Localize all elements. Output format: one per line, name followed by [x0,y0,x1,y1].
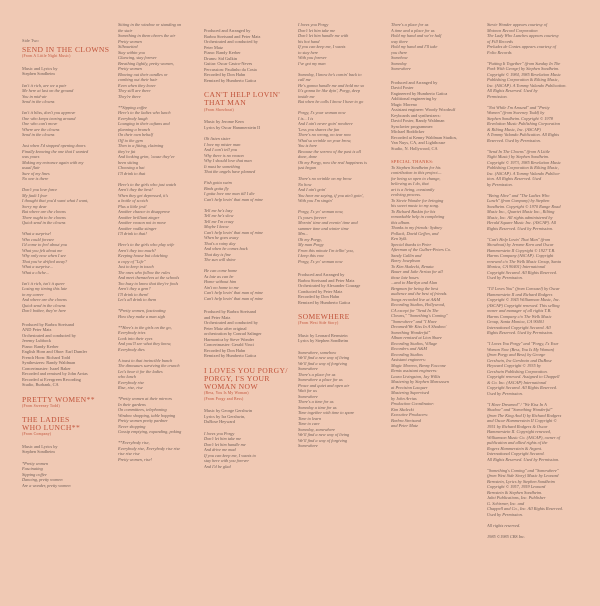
song-credits: Music by Jerome Kern Lyrics by Oscar Hammerstein II [204,119,260,130]
song-source: (From West Side Story) [298,321,339,326]
column-4 [298,22,390,582]
song-title-i-loves-you-porgy: I LOVES YOU PORGY/ PORGY, I'S YOUR WOMAN NOW [204,365,288,392]
song-source: (From Company) [22,432,52,437]
production-credits: Produced and Arranged by Barbra Streisand and Peter Matz Orchestrated and conducted by Peter Matz Piano: Randy Kerber Drums: Sid Gulkin Guitar: Oscar Castro-Neves Percussion: Paulinho da Costa Recorded by Don Hahn Remixed by Humberto Gatica [204,28,261,83]
column-6 [487,22,595,582]
song-title-somewhere: SOMEWHERE [298,312,350,321]
column-2 [118,22,210,582]
columns [0,22,600,596]
song-title-send-in-the-clowns: SEND IN THE CLOWNS [22,46,110,54]
song-title-pretty-women: PRETTY WOMEN** [22,394,95,404]
song-lyrics: Sitting in the window or standing on the stair Something in them cheers the air Pretty women Silhouetted Stay within you Glancing, stay forever Breathing lightly, pretty women, Pretty women Blowing out their candles or combing out their hair Even when they leave They still are there They're there **Sipping coffee Here's to the ladies who lunch Everybody laugh Lounging in their caftans and planning a brunch On their own behalf Off to the gym Then to a fitting, claiming they're fat And looking grim, 'cause they've been sitting Choosing a hat I'll drink to that Here's to the girls who just watch Aren't they the best! When they get depressed, it's a bottle of scotch Plus a little jest! Another chance to disapprove Another brilliant zinger Another reason not to move Another vodka stinger I'll drink to that! Here's to the girls who play wife Aren't they too much? Keeping house but clutching a copy of "Life" Just to keep in touch The ones who follow the rules And meet themselves at the schools Too busy to know that they're fools Aren't they a gem? I'll drink to them! Let's all drink to them *Pretty women, fascinating How they make a man sigh **Here's to the girls on the go, Everybody tries Look into their eyes And you'll see what they know, Everybody dies A toast to that invincible bunch The dinosaurs surviving the crunch Let's hear it for the ladies who lunch Everybody rise Rise, rise, rise *Pretty women at their mirrors In their gardens On committees, telephoning Window shopping, table hopping Pretty women pretty pardner Never shopping Gossip emptying, expanding, poking **Everybody rise, Everybody rise, Everybody rise rise rise rise rise Pretty women, rise! [118,22,182,462]
copyright-notices: Stevie Wonder appears courtesy of Motown Record Corporation The Lady Who Lunches appears courtesy of Fill Records Preludes de Contes appears courtesy of Folio Records "Putting It Together" (from Sunday In The Park With George) by Stephen Sondheim. Copyright © 1984, 1985 Revelation Music Publishing Corporation & Rilting Music, Inc. (ASCAP). A Tommy Valando Publication. All Rights Reserved. Used by Permission. "Not While I'm Around" and "Pretty Women" (from Sweeney Todd) by Stephen Sondheim. Copyright © 1978 Revelation Music Publishing Corporation & Rilting Music, Inc. (ASCAP) A Tommy Valando Publication. All Rights Reserved. Used by Permission. "Send In The Clowns" (from A Little Night Music) by Stephen Sondheim. Copyright © 1973, 1985 Revelation Music Publishing Corporation & Rilting Music, Inc. (ASCAP). A Tommy Valando Publica- tion. All Rights Reserved. Used by Permission. "Being Alive" and "The Ladies Who Lunch" (from Company) by Stephen Sondheim. Copyright © 1970 Range Road Music Inc., Quartet Music Inc., Rilting Music, Inc. All rights administered by Herald Square Music Inc. (ASCAP). All Rights Reserved. Used by Permission. "Can't Help Lovin' That Man" (from Showboat) by Jerome Kern and Oscar Hammerstein II Copyright © 1927 T.B. Harms Company (ASCAP). Copyright renewed c/o The Welk Music Group, Santa Monica, CA 90401) International Copyright Secured. All Rights Reserved. Used by Permission. "I'll Loves You" (from Carousel) by Oscar Hammerstein II and Richard Rodgers Copyright © 1945 Williamson Music, Inc. (ASCAP) Copyright renewed. This selling owner and manager of all rights T.B. Harms Company c/o The Welk Music Group, Santa Monica, CA 90401 International Copyright Secured. All Rights Reserved. Used by Permission. "I Loves You Porgy" and "Porgy, I's Your Woman Now (Bess, You Is My Woman) (from Porgy and Bess) by George Gershwin, Ira Gershwin and DuBose Heyward Copyright © 1935 by Gershwin Publishing Corporation. Copyright renewed. Assigned to Chappell & Co. Inc. (ASCAP) International Copyright Secured. All Rights Reserved. Used by Permission. "I Have Dreamed" / "We Kiss In A Shadow" and "Something Wonderful" (from The King And I) by Richard Rodgers and Oscar Hammerstein II Copyright © 1951 by Richard Rodgers & Oscar Hammerstein II. Copyright renewed, Williamson Music Co. (ASCAP), owner of publication and allied rights of the Rogers Hammerstein & Argent. International Copyright Secured. All Rights Reserved. Used by Permission. "Something's Coming" and "Somewhere" (from West Side Story) Music by Leonard Bernstein, Lyrics by Stephen Sondheim Copyright © 1957, 1959 Leonard Bernstein & Stephen Sondheim. Jalni Publications, Inc. Publisher G. Schirmer, Inc. and Chappell and Co., Inc. All Rights Reserved. Used by Permission. All rights reserved. 1985 ©1985 CBS Inc. [487,22,567,539]
song-source: (From A Little Night Music) [22,54,71,59]
column-3 [204,28,296,588]
song-credits: Music by Leonard Bernstein Lyrics by Stephen Sondheim [298,332,349,344]
column-1 [22,46,120,606]
song-credits: Music and Lyrics by Stephen Sondheim [22,443,58,455]
special-thanks-text: To Stephen Sondheim for his contribution to this project— for being so open to change, believing as I do, that art is a living, constantly evolving process. To Stevie Wonder for bringing his sweet music to my song. To Richard Baskin for his remarkable help in completing this album. Thanks to my friends: Sydney Pollack, David Geffen, and Ken Sylk. Special thanks to Peter Afterman of the Gulber-Peters Co. Sandy Gallin and Barry Josephson To Kim Skalecki, Renata Bauer and Jake Arriaa for all those late hours ...and to Marilyn and Alan Bergman for being the best audience and the best of friends. Songs recorded live at A&M Recording Studios, Hollywood, CA except for "Send In The Clowns," "Something's Coming" "Somewhere" and "I Have Dreamed/We Kiss In A Shadow/ Something Wonderful" Album remixed at Lion Share Recording Studios, Village Recorders and A&M Recording Studios Assistant engineers: Magic Moreno, Benny Faccone Remix assistant engineers: Laura Livingston, Jay Willis Mastering by Stephen Marcussen at Precision Lacquer Mastering Supervised by John Arrias Production Coordinator: Kim Skalecki Executive Producers: Barbra Streisand and Peter Matz [391,164,452,428]
song-lyrics: I loves you Porgy Don't let him take me Don't let him handle me And drive me mad If you can keep me, I wants to stay here with you forever And I'd be glad [204,430,256,469]
song-lyrics: Somewhere, somehow We'll find a new way of living We'll find a way of forgiving Somewhere There's a place for us Somewhere a place for us Peace and quiet and open air Wait for us Somewhere There's a time for us Someday a time for us Time together with time to spare Time to learn Time to care Someday, somewhere We'll find a new way of living We'll find a way of forgiving Somewhere [298,349,355,449]
song-credits: Music and Lyrics by Stephen Sondheim [22,65,58,77]
special-thanks-heading: SPECIAL THANKS: [391,159,434,164]
song-lyrics: Oh listen sister I love my mister man And I can't tell you Why there is no reason Why I should love that man It must be something That the angels have planned Fish gotta swim Birds gotta fly I gotta love one man till I die Can't help lovin' that man of mine Tell me he's lazy Tell me he's slow Tell me I'm crazy Maybe I know Can't help lovin' that man of mine When he goes away That's a rainy day And when he comes back That day is fine The sun will shine He can come home As late as can be Home without him Ain't no home to me Can't help lovin' that man of mine Can't help lovin' that man of mine [204,136,264,301]
song-lyrics: Isn't it rich, are we a pair Me here at last on the ground You in mid-air Send in the clowns Isn't it bliss, don't you approve One who keeps tearing around One who can't move Where are the clowns Send in the clowns Just when I'd stopped opening doors Finally knowing the one that I wanted was yours Making my entrance again with my usual flair Sure of my lines No one is there Don't you love farce My fault I fear I thought that you'd want what I want, Sorry my dear But where are the clowns There ought to be clowns Quick send in the clowns What a surprise! Who could foresee I'd come to feel about you What you felt about me Why only now when I see That you've drifted away? What a surprise... What a cliche... Isn't it rich, isn't it queer Losing my timing this late in my career And where are the clowns Quick send in the clowns Don't bother, they're here [22,82,89,314]
column-5 [391,22,487,582]
song-subtitle: (Bess, You Is My Woman) [204,391,249,396]
production-credits: Produced and Arranged by Barbra Streisand and Peter Matz Orchestrated by Alexander Courage Conducted by Peter Matz Recorded by Don Hahn Remixed by Humberto Gatica [298,272,361,305]
song-title-ladies-who-lunch: THE LADIES WHO LUNCH** [22,414,81,432]
production-credits: Produced by Barbra Streisand and Peter Matz Orchestrated and conducted by Peter Matz after original orchestration by Conrad Salinger Harmonica by Steve Wonder Concertmaster: Gerald Vinci Recorded by Don Hahn Remixed by Humberto Gatica [204,309,262,359]
song-lyrics: *Pretty women Fascinating Sipping coffee Dancing, pretty women Are a wonder, pretty women [22,460,71,488]
song-credits: Music by George Gershwin Lyrics by Ira Gershwin, DuBose Heyward [204,408,253,425]
production-credits: Produced by Barbra Streisand AND Peter Matz Orchestrated and conducted by Jeremy Lubbock Piano: Randy Kerber English Horn and Oboe: Earl Dumler French Horn: Richard Todd Synthesizers: Randy Waldman Concertmaster: Israel Baker Recorded and remixed by John Arrias Recorded at Evergreen Recording Studio, Burbank, CA [22,321,88,388]
production-credits: Produced and Arranged by David Foster Engineered by Humberto Gatica Additional engineering by Magic Moreno Assistant engineer: Woody Woodruff Keyboards and synthesizers: David Foster, Randy Waldman Synclavier programmer: Michael Boddicker Recorded at Kenny Waldman Studios, Van Nuys, CA, and Lighthouse Studio, N. Hollywood, CA [391,79,458,151]
side-label: Side Two [22,38,39,43]
song-source: (From Sweeney Todd) [22,404,60,409]
song-lyrics: I loves you Porgy Don't let him take me Don't let him handle me with his hot hand If you can keep me, I wants to stay here With you forever I've got my man Someday, I know he's comin' back to call me He's gonna handle me and hold me so It's gonna be like dyin', Porgy, deep inside me But when he calls I know I have to go Porgy, I's your woman now I is... I is And I ain't never goin' nowhere 'Less you shares the fun There's no wrong, no tear now What'su wrinkle on your brow, You is here Because the sorrow of the past is all done, done Oh my Porgy, now the real happiness is just begun There's no wrinkle on my brow No how And I ain't goin' You hear me saying, if you ain't goin', With you I'm singin' Porgy, I's yo' woman now, I's yours forever Mornin' time and evenin' time and summer time and winter time Mm... Oh my Porgy, My man Porgy From this minute I'm tellin' you, I keep this vow Porgy, I's yo' woman now [298,22,367,264]
song-title-cant-help-lovin: CAN'T HELP LOVIN' THAT MAN [204,90,281,108]
song-lyrics: There's a place for us A time and a place for us Hold my hand and we're half way there Hold my hand and I'll take you there Somehow Someday Somewhere [391,22,442,71]
song-source: (From Showboat) [204,107,234,112]
song-source: (From Porgy and Bess) [204,396,244,401]
